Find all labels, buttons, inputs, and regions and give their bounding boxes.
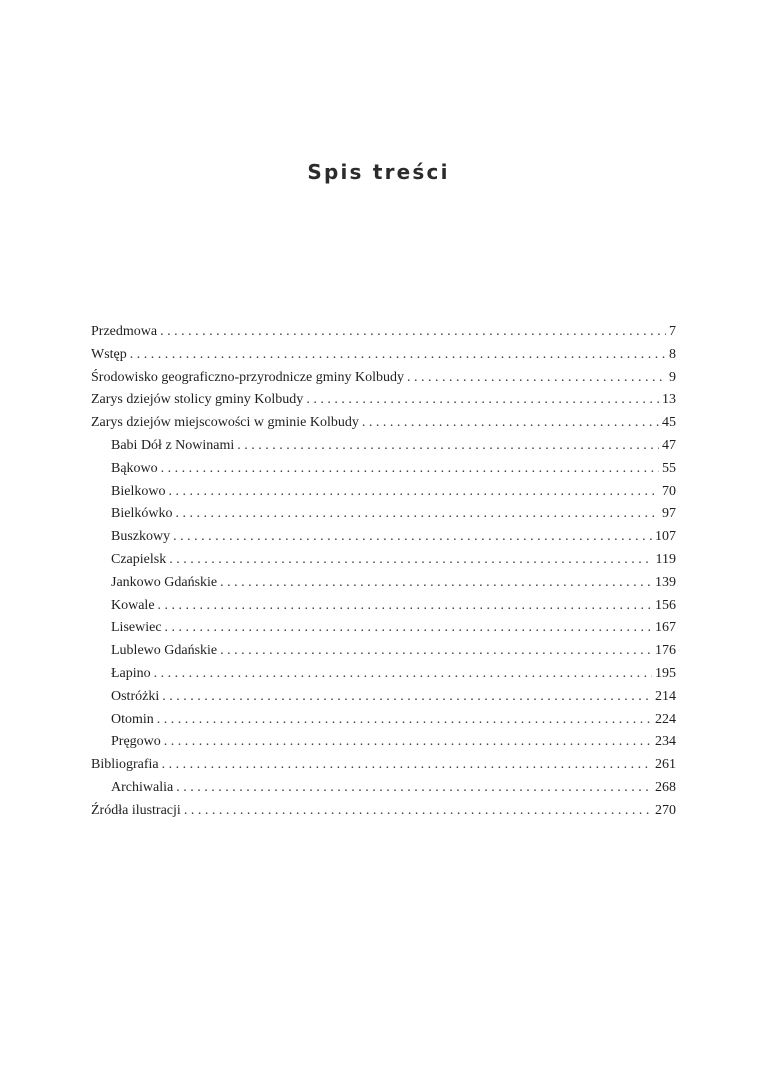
- toc-entry: [91, 572, 676, 595]
- toc-entry-title: Zarys dziejów miejscowości w gminie Kolbudy: [91, 415, 359, 431]
- toc-entry-page-number: 167: [655, 620, 676, 636]
- toc-entry-title: Buszkowy: [111, 529, 171, 545]
- toc-dot-leader: [164, 731, 652, 754]
- toc-dot-leader: [154, 663, 652, 686]
- toc-entry: [91, 321, 676, 344]
- toc-entry-title: Archiwalia: [111, 779, 174, 795]
- toc-entry-page-number: 119: [655, 551, 676, 567]
- toc-dot-leader: [158, 595, 652, 618]
- toc-dot-leader: [162, 686, 652, 709]
- toc-entry: [91, 367, 676, 390]
- toc-entry-page-number: 8: [669, 346, 676, 362]
- toc-entry-page-number: 47: [662, 437, 676, 453]
- toc-entry-page-number: 70: [662, 483, 676, 499]
- toc-entry-page-number: 195: [655, 665, 676, 681]
- page-title: Spis treści: [307, 160, 450, 184]
- toc-entry-title: Czapielsk: [111, 551, 167, 567]
- toc-entry-title: Łapino: [111, 665, 151, 681]
- toc-dot-leader: [175, 503, 659, 526]
- toc-dot-leader: [168, 481, 659, 504]
- toc-entry: [91, 754, 676, 777]
- toc-entry-title: Otomin: [111, 711, 154, 727]
- toc-entry-page-number: 45: [662, 415, 676, 431]
- table-of-contents: [91, 321, 676, 823]
- toc-entry: [91, 389, 676, 412]
- toc-entry: [91, 640, 676, 663]
- toc-dot-leader: [162, 754, 652, 777]
- toc-entry-page-number: 139: [655, 574, 676, 590]
- toc-dot-leader: [130, 344, 666, 367]
- toc-entry-title: Jankowo Gdańskie: [111, 574, 218, 590]
- toc-dot-leader: [161, 458, 659, 481]
- toc-entry: [91, 709, 676, 732]
- toc-dot-leader: [220, 572, 652, 595]
- toc-dot-leader: [362, 412, 659, 435]
- toc-entry-page-number: 234: [655, 734, 676, 750]
- toc-entry-title: Wstęp: [91, 346, 127, 362]
- toc-entry: [91, 777, 676, 800]
- toc-entry-title: Kowale: [111, 597, 155, 613]
- toc-entry-title: Przedmowa: [91, 324, 158, 339]
- toc-entry: [91, 595, 676, 618]
- toc-entry-title: Bielkowo: [111, 483, 166, 499]
- toc-entry-title: Zarys dziejów stolicy gminy Kolbudy: [91, 392, 304, 408]
- toc-dot-leader: [184, 800, 652, 823]
- toc-entry: [91, 663, 676, 686]
- toc-entry-page-number: 107: [655, 529, 676, 545]
- toc-entry: [91, 800, 676, 823]
- toc-entry-page-number: 214: [655, 688, 676, 704]
- toc-entry-title: Źródła ilustracji: [91, 802, 181, 818]
- toc-entry: [91, 435, 676, 458]
- toc-entry-page-number: 268: [655, 779, 676, 795]
- toc-entry: [91, 731, 676, 754]
- toc-dot-leader: [306, 389, 659, 412]
- toc-entry-title: Bielkówko: [111, 506, 173, 522]
- toc-entry-title: Pręgowo: [111, 734, 161, 750]
- toc-dot-leader: [169, 549, 652, 572]
- toc-entry-title: Ostróżki: [111, 688, 160, 704]
- toc-entry: [91, 503, 676, 526]
- toc-entry: [91, 481, 676, 504]
- toc-dot-leader: [165, 617, 652, 640]
- toc-entry-page-number: 97: [662, 506, 676, 522]
- toc-entry-page-number: 156: [655, 597, 676, 613]
- toc-dot-leader: [157, 709, 652, 732]
- toc-entry: [91, 549, 676, 572]
- toc-entry-title: Lublewo Gdańskie: [111, 643, 218, 659]
- toc-entry-title: Bąkowo: [111, 460, 158, 476]
- toc-entry: [91, 617, 676, 640]
- toc-entry-title: Środowisko geograficzno-przyrodnicze gminy Kolbudy: [91, 369, 404, 385]
- toc-dot-leader: [220, 640, 652, 663]
- toc-dot-leader: [407, 367, 666, 390]
- toc-entry: [91, 526, 676, 549]
- toc-entry-title: Bibliografia: [91, 757, 159, 773]
- toc-entry-page-number: 55: [662, 460, 676, 476]
- toc-entry-page-number: 224: [655, 711, 676, 727]
- toc-entry-page-number: 261: [655, 757, 676, 773]
- toc-entry: [91, 686, 676, 709]
- toc-entry-page-number: 270: [655, 802, 676, 818]
- toc-dot-leader: [173, 526, 652, 549]
- toc-entry-page-number: 13: [662, 392, 676, 408]
- toc-entry-page-number: 176: [655, 643, 676, 659]
- toc-dot-leader: [160, 321, 666, 344]
- toc-entry-title: Lisewiec: [111, 620, 162, 636]
- toc-entry-page-number: 9: [669, 369, 676, 385]
- toc-entry-page-number: 7: [669, 324, 676, 339]
- toc-entry-title: Babi Dół z Nowinami: [111, 437, 235, 453]
- toc-entry: [91, 412, 676, 435]
- toc-entry: [91, 344, 676, 367]
- toc-dot-leader: [237, 435, 659, 458]
- toc-entry: [91, 458, 676, 481]
- toc-dot-leader: [176, 777, 652, 800]
